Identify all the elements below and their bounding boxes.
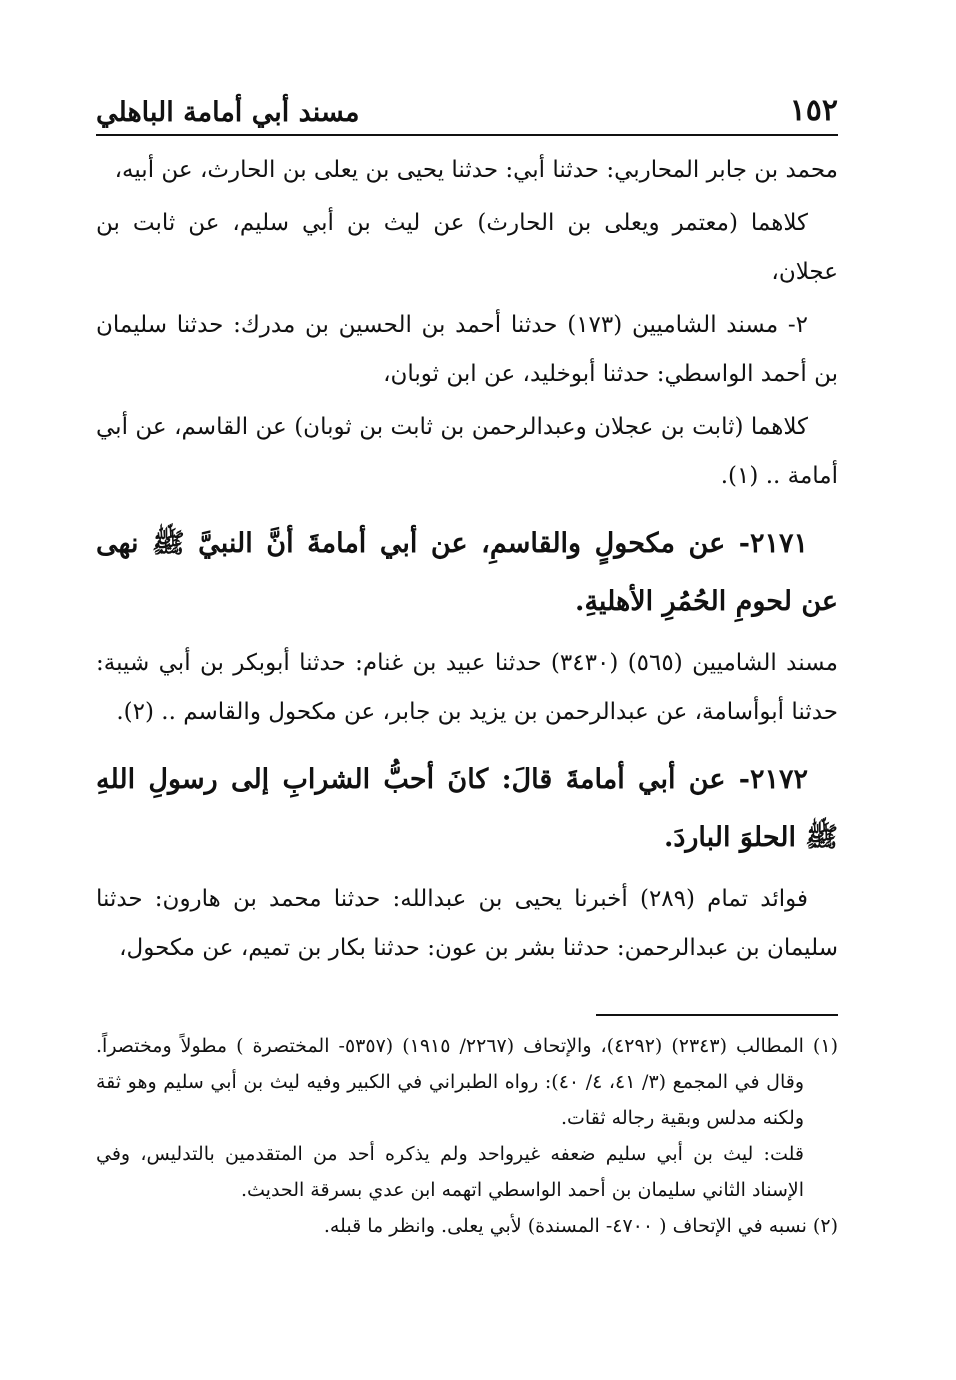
text-paragraph: ٢- مسند الشاميين (١٧٣) حدثنا أحمد بن الحسين بن مدرك: حدثنا سليمان بن أحمد الواسطي: حدثنا أبوخليد، عن ابن ثوبان، xyxy=(96,312,838,387)
page-number: ١٥٢ xyxy=(789,93,838,128)
main-text xyxy=(96,146,838,977)
text-paragraph: كلاهما (معتمر ويعلى بن الحارث) عن ليث بن أبي سليم، عن ثابت بن عجلان، xyxy=(96,210,838,285)
hadith-heading: ٢١٧٢- عن أبي أمامةَ قالَ: كانَ أحبُّ الشرابِ إلى رسولِ اللهِ ﷺ الحلوَ الباردَ. xyxy=(96,764,838,853)
header-rule xyxy=(96,134,838,136)
footnote: (٢) نسبه في الإتحاف ( ٤٧٠٠- المسندة) لأبي يعلى. وانظر ما قبله. xyxy=(323,1215,838,1237)
text-paragraph: محمد بن جابر المحاربي: حدثنا أبي: حدثنا يحيى بن يعلى بن الحارث، عن أبيه، xyxy=(114,157,838,183)
text-paragraph: مسند الشاميين (٥٦٥) (٣٤٣٠) حدثنا عبيد بن غنام: حدثنا أبوبكر بن أبي شيبة: حدثنا أبوأسامة، عن عبدالرحمن بن يزيد بن جابر، عن مكحول والقاسم .. (٢). xyxy=(96,650,838,725)
text-paragraph: كلاهما (ثابت بن عجلان وعبدالرحمن بن ثابت بن ثوبان) عن القاسم، عن أبي أمامة .. (١). xyxy=(96,414,838,489)
footnote-continuation: قلت: ليث بن أبي سليم ضعفه غيرواحد ولم يذكره أحد من المتقدمين بالتدليس، وفي الإسناد الثاني سليمان بن أحمد الواسطي اتهمه ابن عدي بسرقة الحديث. xyxy=(96,1143,804,1201)
footnote-separator xyxy=(596,1014,838,1016)
text-paragraph: فوائد تمام (٢٨٩) أخبرنا يحيى بن عبدالله: حدثنا محمد بن هارون: حدثنا سليمان بن عبدالرحمن: حدثنا بشر بن عون: حدثنا بكار بن تميم، عن مكحول، xyxy=(96,886,838,961)
footnote: (١) المطالب (٢٣٤٣) (٤٢٩٢)، والإتحاف (٢٢٦٧/ ١٩١٥) (٥٣٥٧- المختصرة ) مطولاً ومختصراً. وقال في المجمع (٣/ ٤١، ٤/ ٤٠): رواه الطبراني في الكبير وفيه ليث بن أبي سليم وهو ثقة ولكنه مدلس وبقية رجاله ثقات. xyxy=(96,1035,838,1129)
footnotes xyxy=(96,1028,838,1244)
hadith-heading: ٢١٧١- عن مكحولٍ والقاسمِ، عن أبي أمامةَ أنَّ النبيَّ ﷺ نهى عن لحومِ الحُمُرِ الأهليةِ. xyxy=(96,528,838,617)
running-title: مسند أبي أمامة الباهلي xyxy=(96,97,360,128)
page-header xyxy=(96,88,838,128)
